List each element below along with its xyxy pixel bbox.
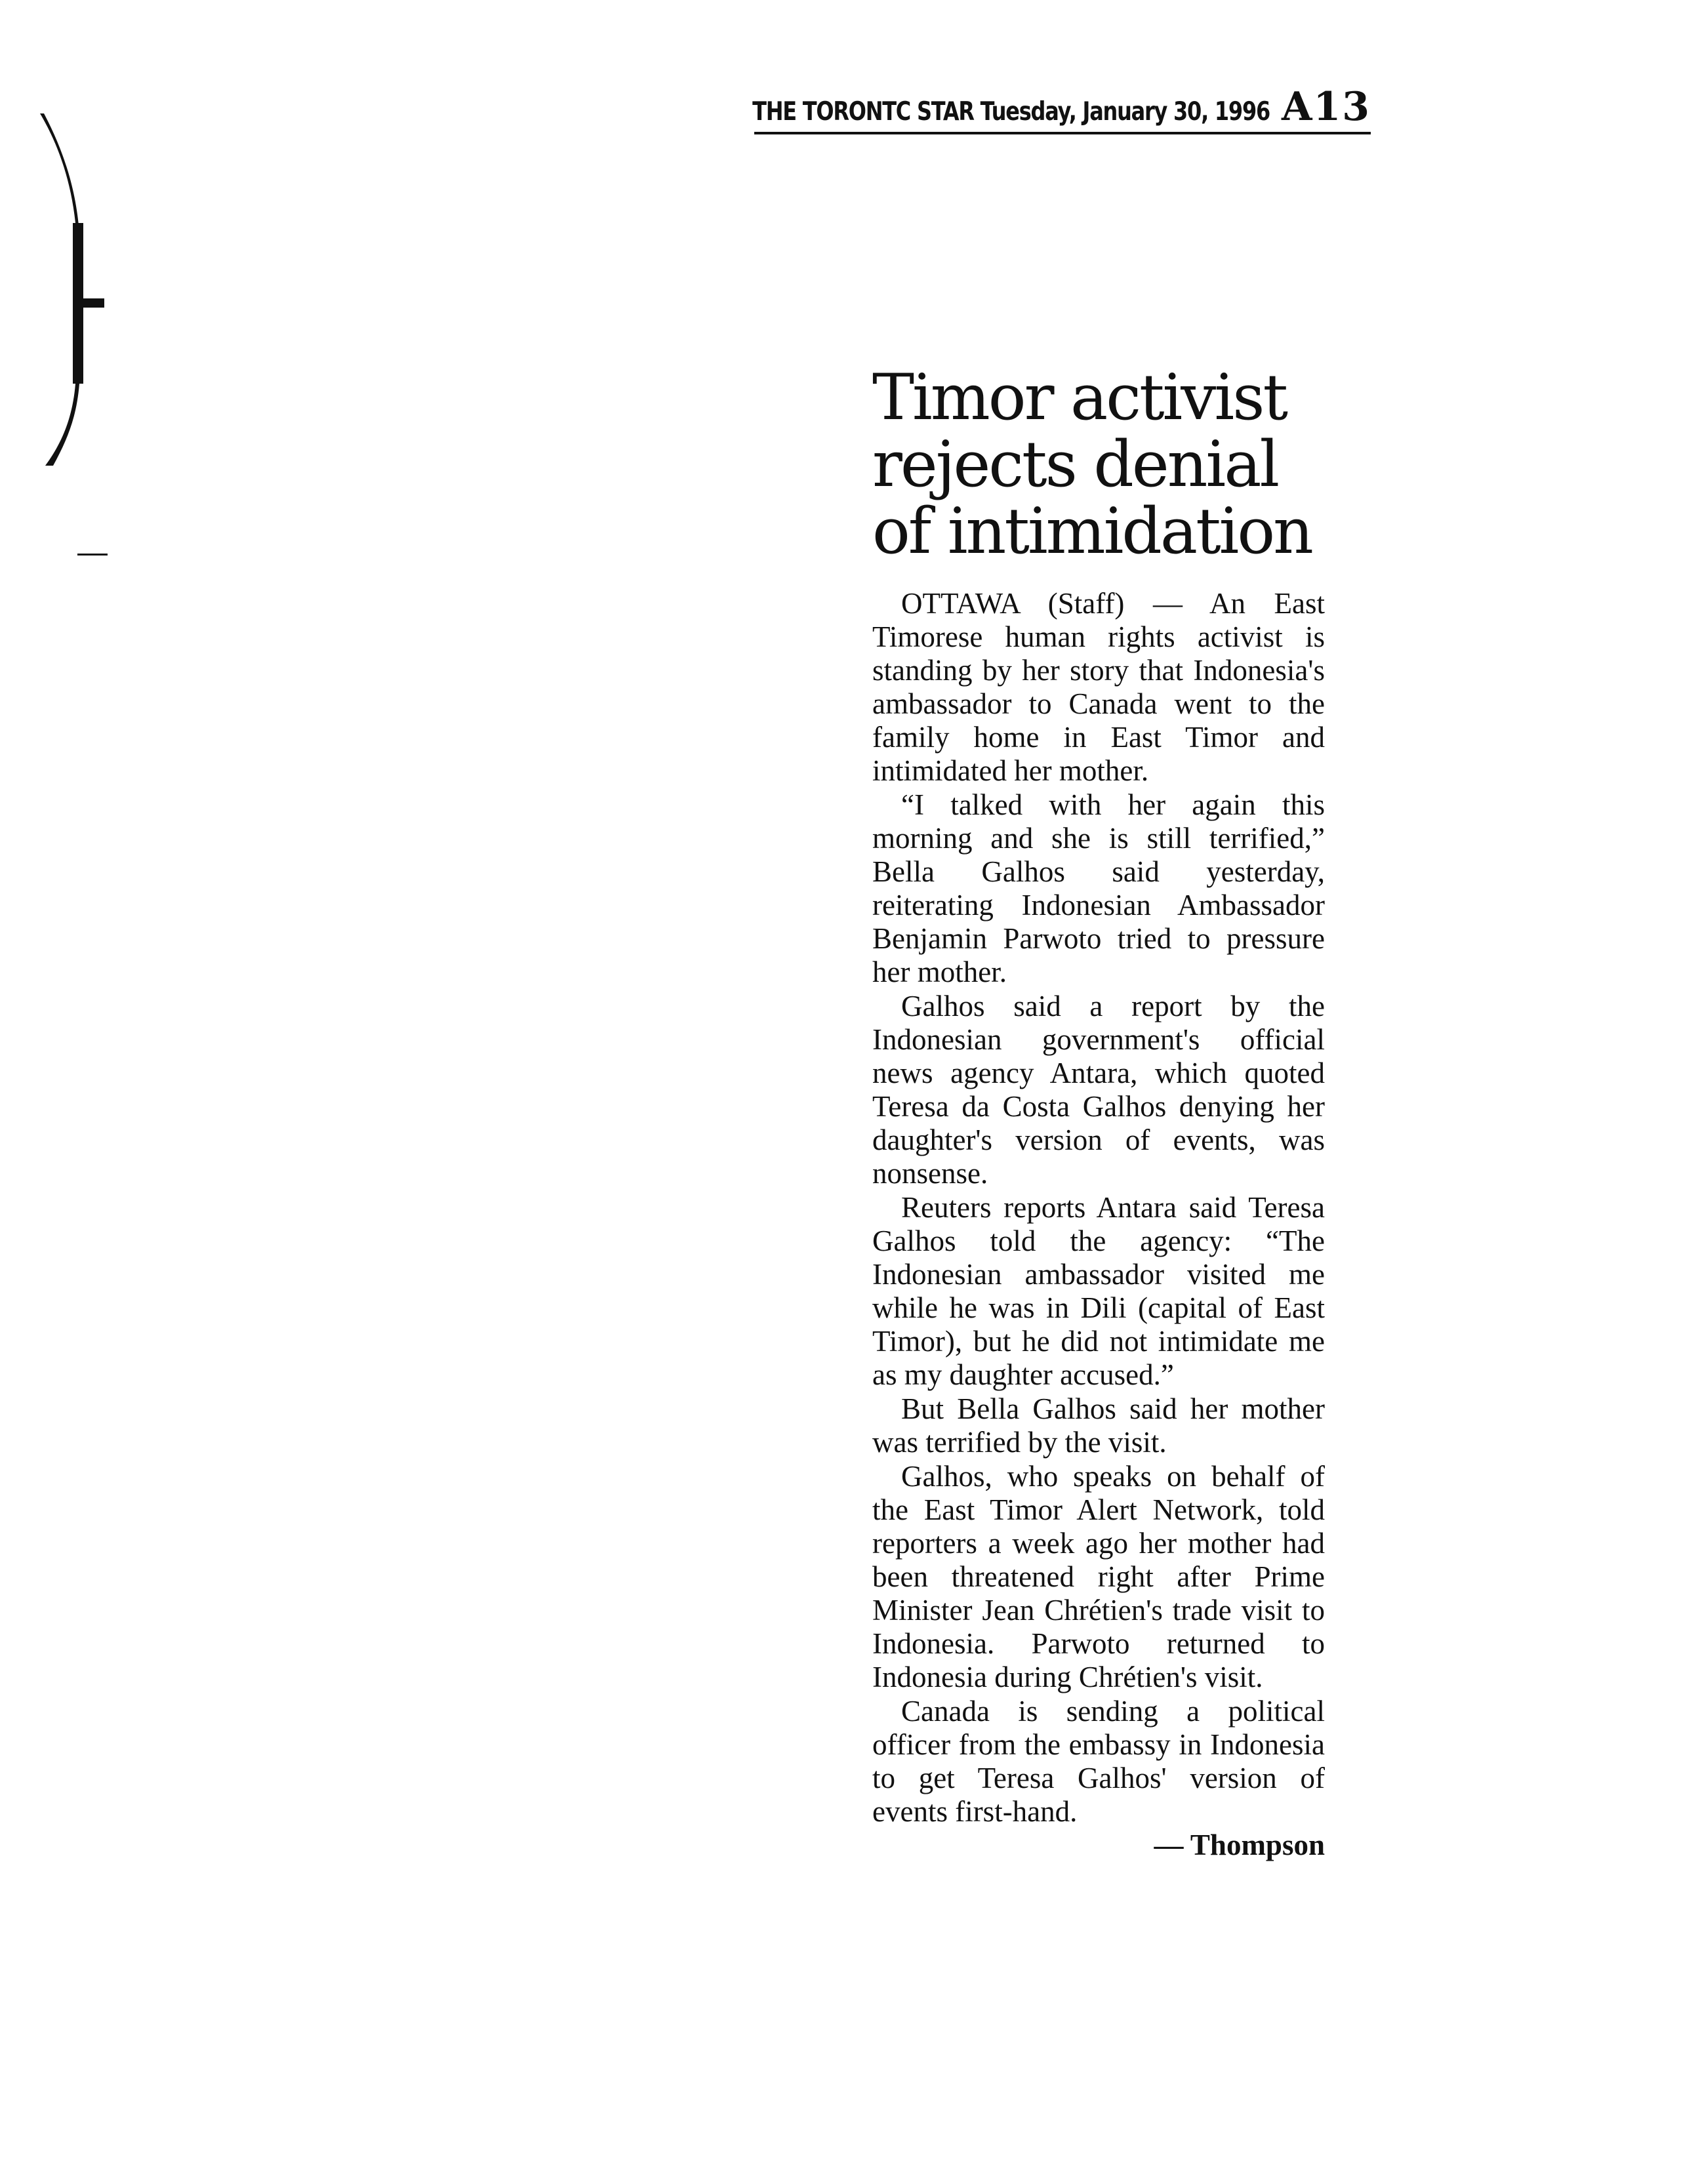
article-body bbox=[872, 587, 1325, 1829]
masthead-text: THE TORONTC STAR Tuesday, January 30, 1996 bbox=[752, 97, 1270, 127]
headline-line: rejects denial bbox=[872, 428, 1278, 501]
headline bbox=[872, 361, 1358, 568]
stray-mark bbox=[77, 554, 108, 556]
article-paragraph: Reuters reports Antara said Teresa Galhos told the agency: “The Indonesian ambassador visited me while he was in Dili (capital of East Timor), but he did not intimidate me as my daughter accused.” bbox=[872, 1191, 1325, 1391]
article bbox=[872, 361, 1325, 1862]
article-paragraph: Galhos said a report by the Indonesian government's official news agency Antara, which quoted Teresa da Costa Galhos denying her daughter's version of events, was nonsense. bbox=[872, 990, 1325, 1190]
page-number: A13 bbox=[1281, 84, 1371, 130]
masthead bbox=[754, 75, 1371, 134]
article-paragraph: “I talked with her again this morning and she is still terrified,” Bella Galhos said yesterday, reiterating Indonesian Ambassador Benjamin Parwoto tried to pressure her mother. bbox=[872, 788, 1325, 988]
article-paragraph: Canada is sending a political officer from the embassy in Indonesia to get Teresa Galhos' version of events first-hand. bbox=[872, 1695, 1325, 1828]
article-paragraph: Galhos, who speaks on behalf of the East Timor Alert Network, told reporters a week ago her mother had been threatened right after Prime Minister Jean Chrétien's trade visit to Indonesia. Parwoto returned to Indonesia during Chrétien's visit. bbox=[872, 1460, 1325, 1693]
article-paragraph: OTTAWA (Staff) — An East Timorese human rights activist is standing by her story that Indonesia's ambassador to Canada went to the family home in East Timor and intimidated her mother. bbox=[872, 587, 1325, 787]
byline: — Thompson bbox=[1154, 1829, 1325, 1861]
headline-line: Timor activist bbox=[872, 361, 1287, 434]
scan-edge-mark bbox=[36, 108, 115, 469]
article-paragraph: But Bella Galhos said her mother was terrified by the visit. bbox=[872, 1392, 1325, 1459]
headline-line: of intimidation bbox=[872, 495, 1312, 568]
